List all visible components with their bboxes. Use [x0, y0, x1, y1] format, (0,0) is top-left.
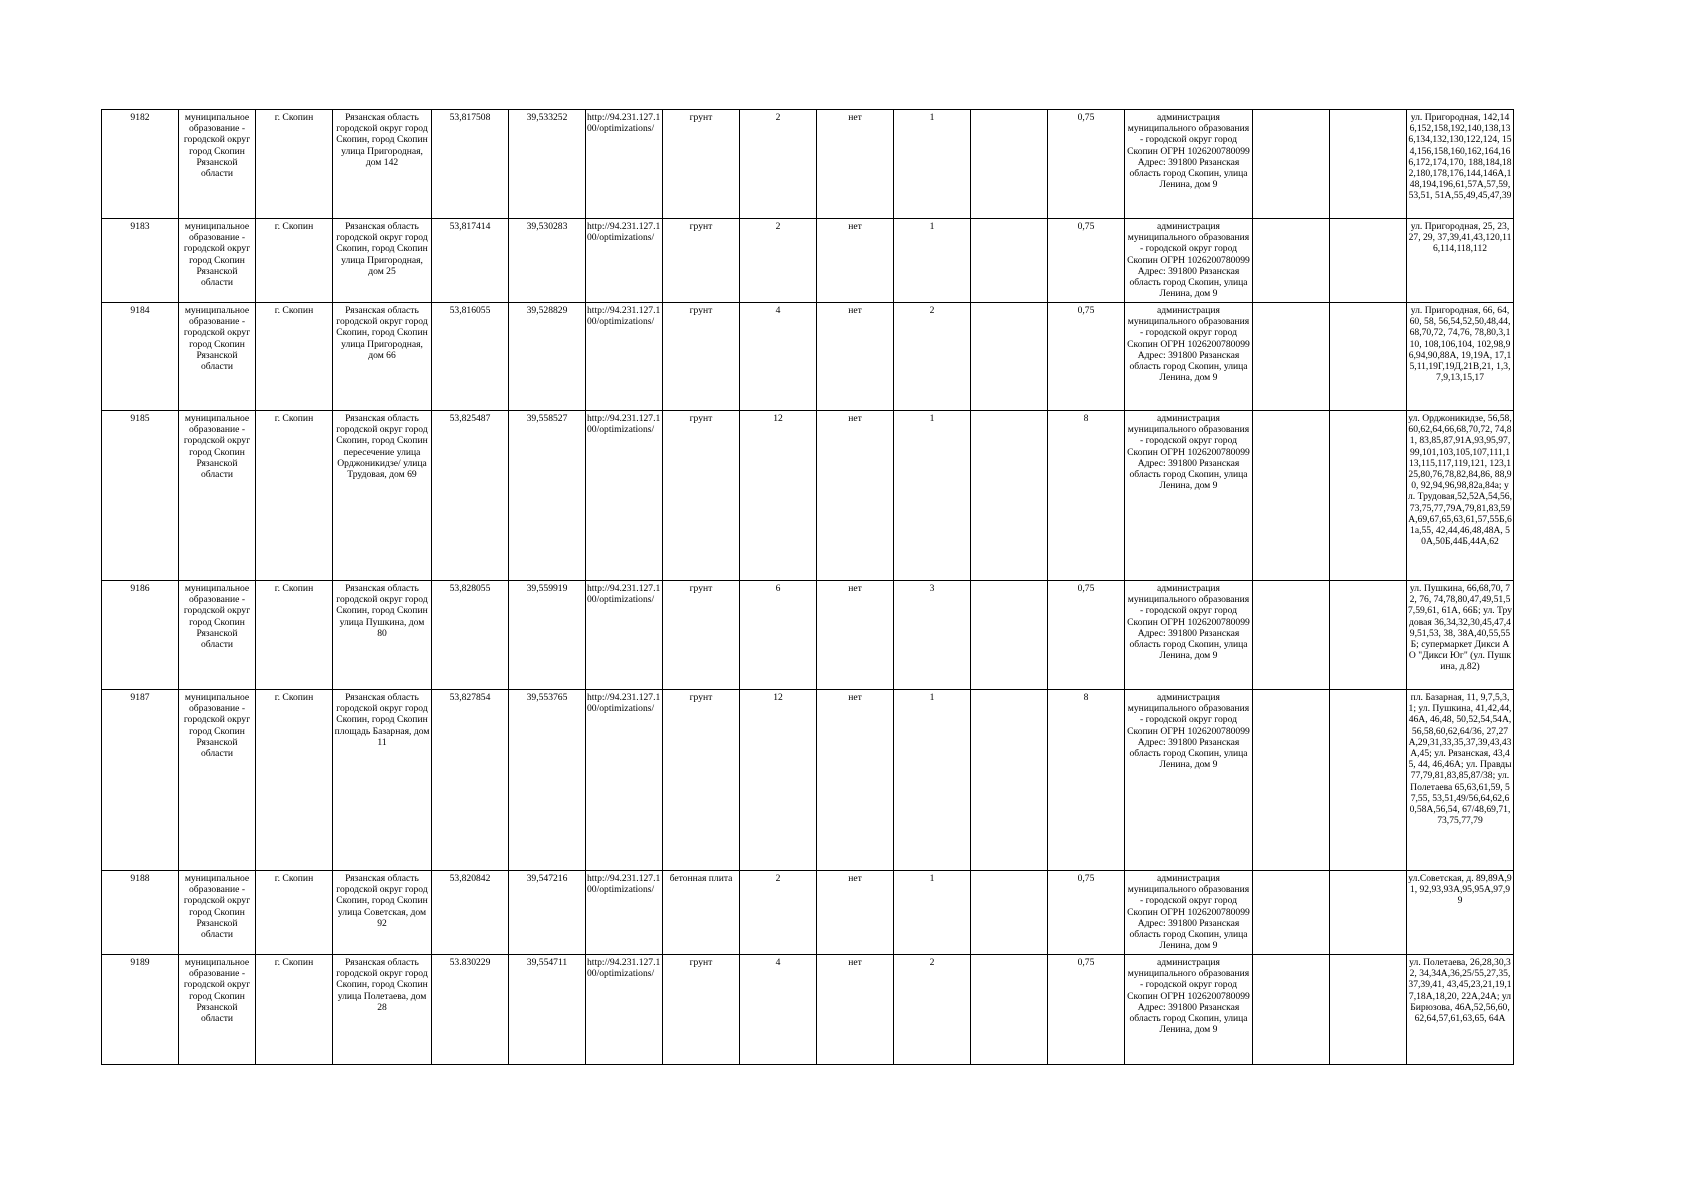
volume-b-cell: 0,75 — [1048, 871, 1125, 955]
volume-b-cell: 0,75 — [1048, 110, 1125, 219]
surface-cell: грунт — [663, 955, 740, 1065]
volume-b-cell: 0,75 — [1048, 303, 1125, 411]
latitude-cell: 53,817508 — [432, 110, 509, 219]
city-cell: г. Скопин — [256, 303, 333, 411]
owner-cell: администрация муниципального образования - городской округ город Скопин ОГРН 1026200780099 Адрес: 391800 Рязанская область город Скопин, улица Ленина, дом 9 — [1125, 219, 1253, 303]
extra-b-cell — [1330, 411, 1407, 581]
municipality-cell: муниципальное образование - городской округ город Скопин Рязанской области — [179, 690, 256, 871]
count-cell: 12 — [740, 690, 817, 871]
extra-b-cell — [1330, 955, 1407, 1065]
quantity-cell: 3 — [894, 581, 971, 690]
count-cell: 2 — [740, 219, 817, 303]
records-table-body — [102, 110, 1514, 1065]
flag-cell: нет — [817, 110, 894, 219]
city-cell: г. Скопин — [256, 871, 333, 955]
latitude-cell: 53.830229 — [432, 955, 509, 1065]
volume-a-cell — [971, 110, 1048, 219]
record-id: 9184 — [102, 303, 179, 411]
served-addresses-cell: ул.Советская, д. 89,89А,91, 92,93,93А,95,95А,97,99 — [1407, 871, 1514, 955]
address-cell: Рязанская область городской округ город Скопин, город Скопин улица Пригородная, дом 142 — [333, 110, 432, 219]
latitude-cell: 53,817414 — [432, 219, 509, 303]
municipality-cell: муниципальное образование - городской округ город Скопин Рязанской области — [179, 110, 256, 219]
record-id: 9185 — [102, 411, 179, 581]
latitude-cell: 53,820842 — [432, 871, 509, 955]
table-row — [102, 955, 1514, 1065]
owner-cell: администрация муниципального образования - городской округ город Скопин ОГРН 1026200780099 Адрес: 391800 Рязанская область город Скопин, улица Ленина, дом 9 — [1125, 411, 1253, 581]
municipality-cell: муниципальное образование - городской округ город Скопин Рязанской области — [179, 581, 256, 690]
latitude-cell: 53,825487 — [432, 411, 509, 581]
count-cell: 4 — [740, 303, 817, 411]
address-cell: Рязанская область городской округ город Скопин, город Скопин улица Пригородная, дом 66 — [333, 303, 432, 411]
extra-a-cell — [1253, 581, 1330, 690]
flag-cell: нет — [817, 955, 894, 1065]
latitude-cell: 53,828055 — [432, 581, 509, 690]
quantity-cell: 1 — [894, 871, 971, 955]
served-addresses-cell: ул. Пригородная, 66, 64, 60, 58, 56,54,52,50,48,44,68,70,72, 74,76, 78,80,3,110, 108,106,104, 102,98,96,94,90,88А, 19,19А, 17,15,11,19Г,19Д,21В,21, 1,3,7,9,13,15,17 — [1407, 303, 1514, 411]
city-cell: г. Скопин — [256, 955, 333, 1065]
url-link[interactable]: http://94.231.127.100/optimizations/ — [586, 690, 663, 871]
flag-cell: нет — [817, 411, 894, 581]
quantity-cell: 1 — [894, 411, 971, 581]
count-cell: 2 — [740, 871, 817, 955]
surface-cell: грунт — [663, 581, 740, 690]
volume-b-cell: 0,75 — [1048, 581, 1125, 690]
served-addresses-cell: ул. Орджоникидзе, 56,58,60,62,64,66,68,70,72, 74,81, 83,85,87,91А,93,95,97,99,101,103,105,107,111,113,115,117,119,121, 123,125,80,76,78,82,84,86, 88,90, 92,94,96,98,82а,84а; ул. Трудовая,52,52А,54,56,73,75,77,79А,79,81,83,59А,69,67,65,63,61,57,55Б,61а,55, 42,44,46,48,48А, 50А,50Б,44Б,44А,62 — [1407, 411, 1514, 581]
municipality-cell: муниципальное образование - городской округ город Скопин Рязанской области — [179, 303, 256, 411]
extra-a-cell — [1253, 303, 1330, 411]
count-cell: 6 — [740, 581, 817, 690]
extra-b-cell — [1330, 219, 1407, 303]
volume-b-cell: 8 — [1048, 690, 1125, 871]
record-id: 9187 — [102, 690, 179, 871]
city-cell: г. Скопин — [256, 110, 333, 219]
served-addresses-cell: ул. Пушкина, 66,68,70, 72, 76, 74,78,80,47,49,51,57,59,61, 61А, 66Б; ул. Трудовая 36,34,32,30,45,47,49,51,53, 38, 38А,40,55,55Б; супермаркет Дикси АО "Дикси Юг" (ул. Пушкина, д.82) — [1407, 581, 1514, 690]
longitude-cell: 39,533252 — [509, 110, 586, 219]
flag-cell: нет — [817, 871, 894, 955]
url-link[interactable]: http://94.231.127.100/optimizations/ — [586, 871, 663, 955]
address-cell: Рязанская область городской округ город Скопин, город Скопин пересечение улица Орджоникидзе/ улица Трудовая, дом 69 — [333, 411, 432, 581]
flag-cell: нет — [817, 303, 894, 411]
quantity-cell: 1 — [894, 110, 971, 219]
longitude-cell: 39,558527 — [509, 411, 586, 581]
record-id: 9188 — [102, 871, 179, 955]
table-row — [102, 411, 1514, 581]
record-id: 9182 — [102, 110, 179, 219]
surface-cell: бетонная плита — [663, 871, 740, 955]
extra-b-cell — [1330, 690, 1407, 871]
longitude-cell: 39,530283 — [509, 219, 586, 303]
city-cell: г. Скопин — [256, 411, 333, 581]
surface-cell: грунт — [663, 219, 740, 303]
volume-b-cell: 0,75 — [1048, 955, 1125, 1065]
owner-cell: администрация муниципального образования - городской округ город Скопин ОГРН 1026200780099 Адрес: 391800 Рязанская область город Скопин, улица Ленина, дом 9 — [1125, 690, 1253, 871]
url-link[interactable]: http://94.231.127.100/optimizations/ — [586, 411, 663, 581]
volume-a-cell — [971, 871, 1048, 955]
table-row — [102, 581, 1514, 690]
records-table — [101, 109, 1514, 1065]
volume-b-cell: 0,75 — [1048, 219, 1125, 303]
municipality-cell: муниципальное образование - городской округ город Скопин Рязанской области — [179, 871, 256, 955]
municipality-cell: муниципальное образование - городской округ город Скопин Рязанской области — [179, 219, 256, 303]
table-row — [102, 219, 1514, 303]
address-cell: Рязанская область городской округ город Скопин, город Скопин площадь Базарная, дом 11 — [333, 690, 432, 871]
served-addresses-cell: ул. Пригородная, 142,146,152,158,192,140,138,136,134,132,130,122,124, 154,156,158,160,162,164,166,172,174,170, 188,184,182,180,178,176,144,146А,148,194,196,61,57А,57,59,53,51, 51А,55,49,45,47,39 — [1407, 110, 1514, 219]
flag-cell: нет — [817, 581, 894, 690]
owner-cell: администрация муниципального образования - городской округ город Скопин ОГРН 1026200780099 Адрес: 391800 Рязанская область город Скопин, улица Ленина, дом 9 — [1125, 581, 1253, 690]
address-cell: Рязанская область городской округ город Скопин, город Скопин улица Пушкина, дом 80 — [333, 581, 432, 690]
longitude-cell: 39,547216 — [509, 871, 586, 955]
longitude-cell: 39,528829 — [509, 303, 586, 411]
surface-cell: грунт — [663, 690, 740, 871]
latitude-cell: 53,816055 — [432, 303, 509, 411]
owner-cell: администрация муниципального образования - городской округ город Скопин ОГРН 1026200780099 Адрес: 391800 Рязанская область город Скопин, улица Ленина, дом 9 — [1125, 303, 1253, 411]
longitude-cell: 39,553765 — [509, 690, 586, 871]
city-cell: г. Скопин — [256, 690, 333, 871]
extra-a-cell — [1253, 110, 1330, 219]
surface-cell: грунт — [663, 110, 740, 219]
record-id: 9189 — [102, 955, 179, 1065]
record-id: 9183 — [102, 219, 179, 303]
address-cell: Рязанская область городской округ город Скопин, город Скопин улица Пригородная, дом 25 — [333, 219, 432, 303]
count-cell: 2 — [740, 110, 817, 219]
city-cell: г. Скопин — [256, 581, 333, 690]
volume-b-cell: 8 — [1048, 411, 1125, 581]
quantity-cell: 2 — [894, 303, 971, 411]
count-cell: 12 — [740, 411, 817, 581]
flag-cell: нет — [817, 690, 894, 871]
extra-a-cell — [1253, 411, 1330, 581]
latitude-cell: 53,827854 — [432, 690, 509, 871]
address-cell: Рязанская область городской округ город Скопин, город Скопин улица Советская, дом 92 — [333, 871, 432, 955]
longitude-cell: 39,554711 — [509, 955, 586, 1065]
owner-cell: администрация муниципального образования - городской округ город Скопин ОГРН 1026200780099 Адрес: 391800 Рязанская область город Скопин, улица Ленина, дом 9 — [1125, 871, 1253, 955]
url-link[interactable]: http://94.231.127.100/optimizations/ — [586, 110, 663, 219]
volume-a-cell — [971, 411, 1048, 581]
table-row — [102, 303, 1514, 411]
extra-a-cell — [1253, 690, 1330, 871]
record-id: 9186 — [102, 581, 179, 690]
served-addresses-cell: пл. Базарная, 11, 9,7,5,3,1; ул. Пушкина, 41,42,44,46А, 46,48, 50,52,54,54А,56,58,60,62,64/36, 27,27А,29,31,33,35,37,39,43,43А,45; ул. Рязанская, 43,45, 44, 46,46А; ул. Правды 77,79,81,83,85,87/38; ул. Полетаева 65,63,61,59, 57,55, 53,51,49/56,64,62,60,58А,56,54, 67/48,69,71,73,75,77,79 — [1407, 690, 1514, 871]
extra-b-cell — [1330, 581, 1407, 690]
url-link[interactable]: http://94.231.127.100/optimizations/ — [586, 219, 663, 303]
served-addresses-cell: ул. Пригородная, 25, 23, 27, 29, 37,39,41,43,120,116,114,118,112 — [1407, 219, 1514, 303]
surface-cell: грунт — [663, 303, 740, 411]
quantity-cell: 1 — [894, 219, 971, 303]
extra-a-cell — [1253, 871, 1330, 955]
volume-a-cell — [971, 955, 1048, 1065]
extra-a-cell — [1253, 955, 1330, 1065]
owner-cell: администрация муниципального образования - городской округ город Скопин ОГРН 1026200780099 Адрес: 391800 Рязанская область город Скопин, улица Ленина, дом 9 — [1125, 110, 1253, 219]
volume-a-cell — [971, 690, 1048, 871]
extra-b-cell — [1330, 303, 1407, 411]
extra-a-cell — [1253, 219, 1330, 303]
municipality-cell: муниципальное образование - городской округ город Скопин Рязанской области — [179, 955, 256, 1065]
volume-a-cell — [971, 581, 1048, 690]
longitude-cell: 39,559919 — [509, 581, 586, 690]
url-link[interactable]: http://94.231.127.100/optimizations/ — [586, 581, 663, 690]
table-row — [102, 871, 1514, 955]
city-cell: г. Скопин — [256, 219, 333, 303]
url-link[interactable]: http://94.231.127.100/optimizations/ — [586, 303, 663, 411]
url-link[interactable]: http://94.231.127.100/optimizations/ — [586, 955, 663, 1065]
quantity-cell: 1 — [894, 690, 971, 871]
extra-b-cell — [1330, 110, 1407, 219]
municipality-cell: муниципальное образование - городской округ город Скопин Рязанской области — [179, 411, 256, 581]
volume-a-cell — [971, 303, 1048, 411]
surface-cell: грунт — [663, 411, 740, 581]
flag-cell: нет — [817, 219, 894, 303]
volume-a-cell — [971, 219, 1048, 303]
extra-b-cell — [1330, 871, 1407, 955]
owner-cell: администрация муниципального образования - городской округ город Скопин ОГРН 1026200780099 Адрес: 391800 Рязанская область город Скопин, улица Ленина, дом 9 — [1125, 955, 1253, 1065]
table-row — [102, 110, 1514, 219]
served-addresses-cell: ул. Полетаева, 26,28,30,32, 34,34А,36,25/55,27,35,37,39,41, 43,45,23,21,19,17,18А,18,20, 22А,24А; ул Бирюзова, 46А,52,56,60,62,64,57,61,63,65, 64А — [1407, 955, 1514, 1065]
address-cell: Рязанская область городской округ город Скопин, город Скопин улица Полетаева, дом 28 — [333, 955, 432, 1065]
table-row — [102, 690, 1514, 871]
quantity-cell: 2 — [894, 955, 971, 1065]
count-cell: 4 — [740, 955, 817, 1065]
